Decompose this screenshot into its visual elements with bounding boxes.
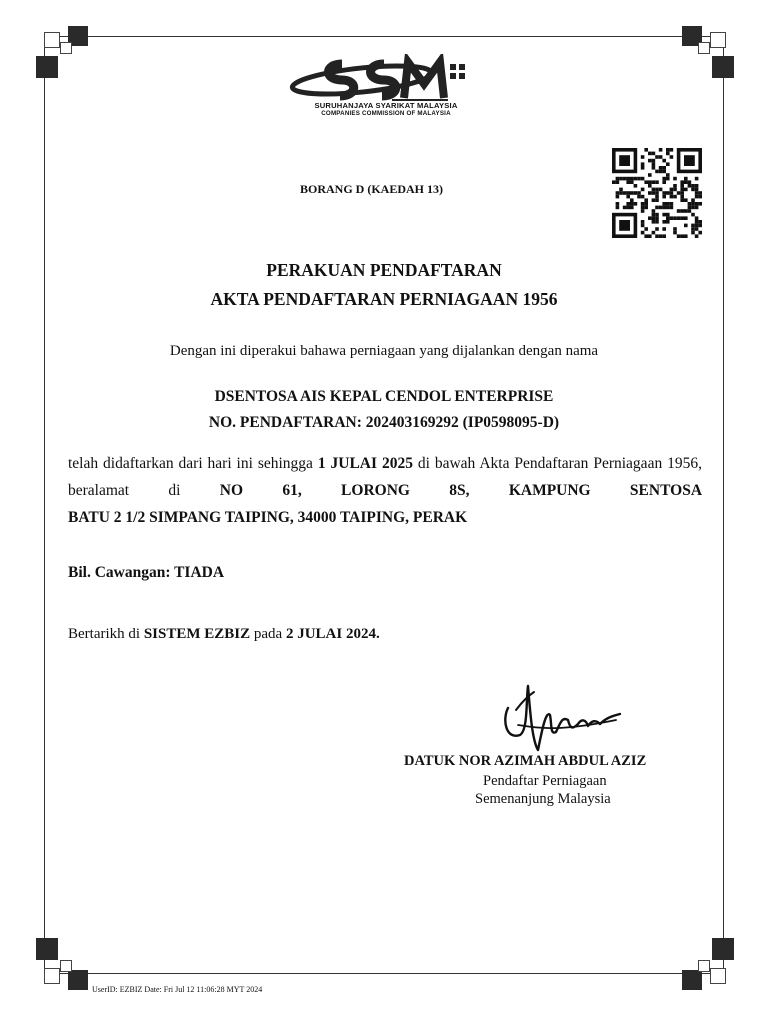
corner-ornament-top-left-icon — [34, 24, 90, 80]
dated-middle: pada — [250, 626, 286, 642]
expiry-date: 1 JULAI 2025 — [317, 455, 413, 472]
registration-text-part1: telah didaftarkan dari hari ini sehingga — [68, 455, 318, 472]
dated-prefix: Bertarikh di — [68, 626, 144, 642]
signatory-title-line1: Pendaftar Perniagaan — [483, 773, 607, 789]
corner-ornament-bottom-left-icon — [34, 936, 90, 992]
intro-text: Dengan ini diperakui bahawa perniagaan yang dijalankan dengan nama — [169, 343, 599, 359]
dated-system: SISTEM EZBIZ — [143, 626, 251, 642]
signatory-title-line2: Semenanjung Malaysia — [475, 791, 611, 807]
qr-code-icon — [612, 148, 708, 240]
certificate-title: PERAKUAN PENDAFTARAN — [266, 260, 502, 280]
logo-text-line1: SURUHANJAYA SYARIKAT MALAYSIA — [314, 101, 458, 110]
corner-ornament-bottom-right-icon — [680, 936, 736, 992]
branch-count: Bil. Cawangan: TIADA — [68, 564, 225, 581]
certificate-subtitle: AKTA PENDAFTARAN PERNIAGAAN 1956 — [210, 289, 558, 309]
logo-text-line2: COMPANIES COMMISSION OF MALAYSIA — [321, 110, 451, 117]
registration-number: NO. PENDAFTARAN: 202403169292 (IP0598095-D) — [208, 414, 560, 431]
signatory-name: DATUK NOR AZIMAH ABDUL AZIZ — [404, 753, 647, 769]
business-name: DSENTOSA AIS KEPAL CENDOL ENTERPRISE — [214, 388, 554, 405]
dated-line — [68, 626, 380, 643]
address-line2: BATU 2 1/2 SIMPANG TAIPING, 34000 TAIPING, PERAK — [68, 509, 468, 526]
registration-paragraph — [68, 450, 702, 531]
form-code: BORANG D (KAEDAH 13) — [300, 182, 443, 196]
registration-text-part2: di bawah Akta Pendaftaran Perniagaan 1956, beralamat di — [68, 455, 702, 499]
corner-ornament-top-right-icon — [680, 24, 736, 80]
footer-userid: UserID: EZBIZ Date: Fri Jul 12 11:06:28 MYT 2024 — [92, 985, 263, 994]
dated-date: 2 JULAI 2024. — [285, 626, 380, 642]
address-line1: NO 61, LORONG 8S, KAMPUNG SENTOSA — [219, 482, 703, 499]
